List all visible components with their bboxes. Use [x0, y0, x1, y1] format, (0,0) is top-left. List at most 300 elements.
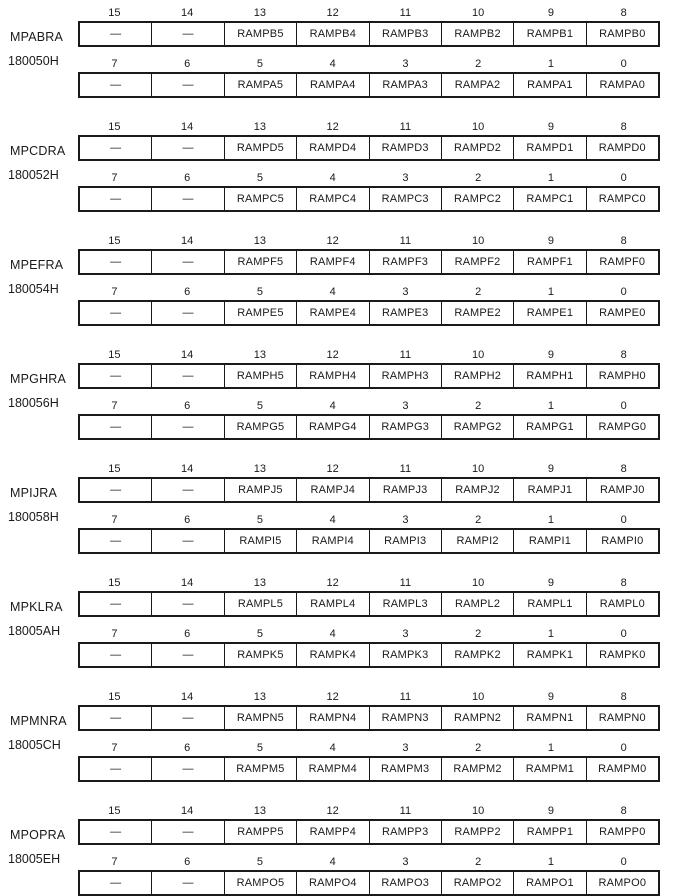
bit-field-cell: RAMPN1: [513, 707, 585, 729]
bit-number: 11: [399, 691, 412, 703]
bit-field-row-high: [78, 705, 660, 731]
bit-field-cell: RAMPM4: [296, 758, 368, 780]
bit-number: 6: [184, 58, 191, 70]
bit-number: 10: [472, 463, 485, 475]
bit-number: 6: [184, 286, 191, 298]
bit-field-cell: —: [151, 74, 223, 96]
bit-field-cell: RAMPC2: [441, 188, 513, 210]
bit-number: 3: [402, 856, 409, 868]
bit-number-row-low: [78, 170, 660, 184]
bit-number-row-high: [78, 5, 660, 19]
bit-number: 11: [399, 577, 412, 589]
bit-field-cell: RAMPI2: [441, 530, 513, 552]
bit-number: 5: [256, 58, 263, 70]
bit-number: 8: [620, 463, 627, 475]
bit-field-row-low: [78, 528, 660, 554]
bit-number: 14: [181, 463, 194, 475]
bit-number: 13: [253, 805, 266, 817]
bit-number-row-high: [78, 575, 660, 589]
bit-field-cell: —: [110, 142, 122, 154]
bit-field-cell: —: [110, 421, 122, 433]
bit-field-row-high: [78, 477, 660, 503]
bit-number: 9: [547, 349, 554, 361]
bit-number: 1: [547, 514, 554, 526]
bit-number: 10: [472, 577, 485, 589]
bit-number: 0: [620, 400, 627, 412]
bit-number: 5: [256, 400, 263, 412]
bit-number: 7: [111, 286, 118, 298]
bit-field-row-high: [78, 135, 660, 161]
bit-number: 13: [253, 349, 266, 361]
bit-number: 8: [620, 349, 627, 361]
bit-number: 7: [111, 514, 118, 526]
bit-field-cell: —: [110, 79, 122, 91]
bit-number: 2: [475, 742, 482, 754]
register-bit-table: [78, 803, 660, 896]
bit-number: 1: [547, 856, 554, 868]
bit-field-cell: RAMPL5: [224, 593, 296, 615]
bit-number: 9: [547, 7, 554, 19]
bit-field-row-low: [78, 414, 660, 440]
bit-field-cell: RAMPF5: [224, 251, 296, 273]
bit-number: 4: [329, 742, 336, 754]
register-bit-table: [78, 5, 660, 98]
register-block: [8, 461, 660, 554]
bit-field-cell: RAMPM2: [441, 758, 513, 780]
bit-number: 13: [253, 691, 266, 703]
register-map: [8, 5, 660, 896]
bit-field-cell: RAMPJ2: [441, 479, 513, 501]
bit-number: 0: [620, 742, 627, 754]
bit-field-cell: RAMPH0: [586, 365, 658, 387]
register-name: MPKLRA: [10, 600, 63, 614]
bit-field-cell: RAMPB1: [513, 23, 585, 45]
bit-field-cell: RAMPN2: [441, 707, 513, 729]
bit-number: 13: [253, 121, 266, 133]
bit-number: 11: [399, 349, 412, 361]
bit-number: 10: [472, 7, 485, 19]
bit-number: 15: [108, 349, 121, 361]
bit-number: 8: [620, 235, 627, 247]
bit-field-cell: —: [151, 821, 223, 843]
bit-field-cell: RAMPP3: [369, 821, 441, 843]
bit-field-row-low: [78, 756, 660, 782]
bit-field-cell: —: [151, 23, 223, 45]
bit-number: 0: [620, 58, 627, 70]
bit-number: 3: [402, 742, 409, 754]
bit-field-cell: RAMPH1: [513, 365, 585, 387]
bit-number-row-low: [78, 854, 660, 868]
bit-number: 14: [181, 805, 194, 817]
bit-field-cell: RAMPJ4: [296, 479, 368, 501]
bit-number: 6: [184, 742, 191, 754]
bit-field-cell: RAMPD5: [224, 137, 296, 159]
bit-field-cell: RAMPC3: [369, 188, 441, 210]
bit-field-cell: RAMPK4: [296, 644, 368, 666]
bit-field-cell: RAMPM0: [586, 758, 658, 780]
bit-number: 3: [402, 514, 409, 526]
register-bit-table: [78, 347, 660, 440]
bit-number: 8: [620, 121, 627, 133]
bit-field-cell: RAMPD1: [513, 137, 585, 159]
bit-number: 9: [547, 463, 554, 475]
bit-field-cell: RAMPA1: [513, 74, 585, 96]
bit-number: 7: [111, 400, 118, 412]
bit-field-cell: RAMPA4: [296, 74, 368, 96]
register-name: MPGHRA: [10, 372, 67, 386]
bit-number: 0: [620, 856, 627, 868]
bit-number: 4: [329, 628, 336, 640]
bit-number: 4: [329, 400, 336, 412]
register-labels: [8, 689, 78, 782]
bit-number: 1: [547, 742, 554, 754]
bit-number: 9: [547, 577, 554, 589]
bit-field-cell: RAMPE1: [513, 302, 585, 324]
bit-field-cell: —: [151, 758, 223, 780]
bit-number: 3: [402, 400, 409, 412]
bit-field-cell: RAMPP1: [513, 821, 585, 843]
bit-number-row-high: [78, 119, 660, 133]
bit-number: 12: [326, 349, 339, 361]
bit-number: 2: [475, 856, 482, 868]
register-name: MPCDRA: [10, 144, 66, 158]
register-address: 18005CH: [8, 738, 61, 752]
bit-number: 8: [620, 7, 627, 19]
bit-field-cell: RAMPB3: [369, 23, 441, 45]
bit-field-cell: RAMPP4: [296, 821, 368, 843]
bit-field-cell: RAMPE3: [369, 302, 441, 324]
bit-field-cell: RAMPO3: [369, 872, 441, 894]
bit-field-cell: RAMPL4: [296, 593, 368, 615]
bit-field-cell: RAMPA3: [369, 74, 441, 96]
bit-field-cell: RAMPD3: [369, 137, 441, 159]
bit-field-cell: RAMPO1: [513, 872, 585, 894]
bit-field-cell: RAMPE4: [296, 302, 368, 324]
bit-field-cell: RAMPH5: [224, 365, 296, 387]
bit-number: 2: [475, 400, 482, 412]
bit-number: 10: [472, 349, 485, 361]
register-block: [8, 803, 660, 896]
bit-field-cell: RAMPC1: [513, 188, 585, 210]
bit-field-cell: RAMPM1: [513, 758, 585, 780]
bit-field-cell: RAMPD4: [296, 137, 368, 159]
bit-number: 1: [547, 172, 554, 184]
bit-field-cell: —: [151, 707, 223, 729]
bit-field-cell: —: [110, 28, 122, 40]
bit-number: 12: [326, 805, 339, 817]
bit-field-cell: RAMPA5: [224, 74, 296, 96]
bit-number: 15: [108, 577, 121, 589]
bit-number: 15: [108, 7, 121, 19]
register-block: [8, 575, 660, 668]
bit-number: 9: [547, 121, 554, 133]
bit-field-cell: RAMPF2: [441, 251, 513, 273]
bit-number: 7: [111, 58, 118, 70]
register-labels: [8, 803, 78, 896]
bit-field-cell: —: [110, 877, 122, 889]
register-bit-table: [78, 575, 660, 668]
bit-number: 11: [399, 235, 412, 247]
bit-number: 3: [402, 286, 409, 298]
bit-number: 9: [547, 805, 554, 817]
bit-field-row-low: [78, 642, 660, 668]
bit-field-cell: —: [151, 593, 223, 615]
register-labels: [8, 347, 78, 440]
bit-number: 11: [399, 7, 412, 19]
bit-field-cell: —: [110, 649, 122, 661]
bit-field-cell: RAMPE2: [441, 302, 513, 324]
bit-number: 1: [547, 286, 554, 298]
bit-field-cell: RAMPD2: [441, 137, 513, 159]
bit-field-cell: RAMPI4: [296, 530, 368, 552]
register-labels: [8, 575, 78, 668]
bit-number: 15: [108, 235, 121, 247]
register-bit-table: [78, 689, 660, 782]
bit-number: 4: [329, 286, 336, 298]
bit-field-cell: RAMPO5: [224, 872, 296, 894]
register-block: [8, 5, 660, 98]
bit-field-cell: RAMPL0: [586, 593, 658, 615]
bit-field-row-low: [78, 870, 660, 896]
bit-field-cell: RAMPG0: [586, 416, 658, 438]
bit-field-cell: —: [151, 365, 223, 387]
bit-number: 5: [256, 286, 263, 298]
bit-field-row-high: [78, 21, 660, 47]
bit-number-row-high: [78, 803, 660, 817]
bit-number: 14: [181, 121, 194, 133]
bit-number-row-high: [78, 233, 660, 247]
bit-field-row-high: [78, 819, 660, 845]
bit-number: 4: [329, 172, 336, 184]
bit-number-row-high: [78, 347, 660, 361]
bit-field-cell: RAMPP5: [224, 821, 296, 843]
register-address: 180058H: [8, 510, 59, 524]
bit-field-cell: RAMPL1: [513, 593, 585, 615]
bit-number: 0: [620, 514, 627, 526]
bit-field-cell: —: [110, 535, 122, 547]
bit-field-cell: RAMPK0: [586, 644, 658, 666]
bit-number: 6: [184, 856, 191, 868]
bit-field-cell: —: [151, 872, 223, 894]
bit-field-cell: —: [151, 416, 223, 438]
bit-number: 14: [181, 7, 194, 19]
bit-number: 8: [620, 577, 627, 589]
bit-field-cell: RAMPL2: [441, 593, 513, 615]
bit-field-cell: RAMPN0: [586, 707, 658, 729]
bit-field-cell: RAMPF1: [513, 251, 585, 273]
bit-number-row-low: [78, 284, 660, 298]
bit-number: 12: [326, 121, 339, 133]
bit-number: 5: [256, 514, 263, 526]
bit-field-cell: RAMPJ5: [224, 479, 296, 501]
bit-field-row-low: [78, 186, 660, 212]
register-address: 180054H: [8, 282, 59, 296]
register-address: 180052H: [8, 168, 59, 182]
bit-number: 0: [620, 628, 627, 640]
bit-field-cell: —: [110, 598, 122, 610]
bit-number: 12: [326, 691, 339, 703]
bit-field-cell: —: [151, 479, 223, 501]
bit-field-cell: RAMPO4: [296, 872, 368, 894]
bit-number: 1: [547, 628, 554, 640]
bit-number: 11: [399, 121, 412, 133]
bit-field-cell: —: [110, 763, 122, 775]
bit-field-cell: —: [110, 712, 122, 724]
bit-field-cell: RAMPI5: [224, 530, 296, 552]
bit-number-row-low: [78, 740, 660, 754]
bit-number-row-high: [78, 689, 660, 703]
bit-number: 11: [399, 805, 412, 817]
bit-field-cell: RAMPC5: [224, 188, 296, 210]
bit-number: 6: [184, 514, 191, 526]
bit-field-row-low: [78, 300, 660, 326]
bit-number: 15: [108, 691, 121, 703]
register-labels: [8, 119, 78, 212]
bit-number: 10: [472, 235, 485, 247]
bit-number: 14: [181, 349, 194, 361]
bit-number: 5: [256, 628, 263, 640]
bit-field-cell: RAMPI1: [513, 530, 585, 552]
bit-field-cell: RAMPK5: [224, 644, 296, 666]
bit-number: 4: [329, 514, 336, 526]
bit-number: 6: [184, 400, 191, 412]
bit-number: 13: [253, 235, 266, 247]
bit-field-row-high: [78, 249, 660, 275]
register-name: MPEFRA: [10, 258, 64, 272]
bit-field-cell: RAMPN3: [369, 707, 441, 729]
register-address: 180050H: [8, 54, 59, 68]
bit-field-row-high: [78, 363, 660, 389]
bit-field-cell: RAMPC0: [586, 188, 658, 210]
register-labels: [8, 233, 78, 326]
register-name: MPOPRA: [10, 828, 66, 842]
bit-number: 15: [108, 805, 121, 817]
bit-field-cell: RAMPH4: [296, 365, 368, 387]
register-address: 18005AH: [8, 624, 61, 638]
bit-field-cell: —: [110, 484, 122, 496]
bit-field-cell: RAMPH3: [369, 365, 441, 387]
bit-number-row-low: [78, 398, 660, 412]
bit-field-cell: —: [151, 302, 223, 324]
register-name: MPABRA: [10, 30, 64, 44]
bit-number: 12: [326, 463, 339, 475]
bit-number: 9: [547, 235, 554, 247]
bit-field-cell: —: [151, 137, 223, 159]
bit-number: 4: [329, 856, 336, 868]
bit-field-cell: —: [151, 251, 223, 273]
bit-number: 10: [472, 121, 485, 133]
bit-field-cell: RAMPG3: [369, 416, 441, 438]
bit-field-cell: RAMPN4: [296, 707, 368, 729]
register-labels: [8, 461, 78, 554]
bit-number: 2: [475, 514, 482, 526]
bit-number: 6: [184, 628, 191, 640]
bit-number: 5: [256, 172, 263, 184]
bit-field-cell: —: [110, 256, 122, 268]
bit-number: 2: [475, 172, 482, 184]
bit-field-cell: —: [110, 307, 122, 319]
bit-field-cell: RAMPE5: [224, 302, 296, 324]
bit-number: 4: [329, 58, 336, 70]
bit-field-cell: RAMPI3: [369, 530, 441, 552]
bit-field-cell: RAMPF0: [586, 251, 658, 273]
bit-number: 13: [253, 463, 266, 475]
bit-field-cell: RAMPM5: [224, 758, 296, 780]
bit-number: 2: [475, 58, 482, 70]
bit-field-cell: RAMPF3: [369, 251, 441, 273]
bit-number: 0: [620, 286, 627, 298]
bit-number: 6: [184, 172, 191, 184]
bit-number: 2: [475, 628, 482, 640]
bit-number: 12: [326, 235, 339, 247]
bit-number-row-low: [78, 512, 660, 526]
bit-field-cell: RAMPP2: [441, 821, 513, 843]
bit-field-cell: —: [110, 826, 122, 838]
bit-number: 14: [181, 691, 194, 703]
bit-field-cell: RAMPJ3: [369, 479, 441, 501]
bit-number: 3: [402, 172, 409, 184]
bit-field-cell: RAMPB5: [224, 23, 296, 45]
bit-number: 8: [620, 805, 627, 817]
bit-number: 12: [326, 7, 339, 19]
bit-field-cell: RAMPK1: [513, 644, 585, 666]
bit-field-cell: —: [151, 530, 223, 552]
bit-number: 13: [253, 577, 266, 589]
bit-field-cell: RAMPH2: [441, 365, 513, 387]
register-block: [8, 347, 660, 440]
bit-field-cell: RAMPB4: [296, 23, 368, 45]
bit-number-row-low: [78, 56, 660, 70]
bit-field-cell: RAMPP0: [586, 821, 658, 843]
register-bit-table: [78, 119, 660, 212]
bit-field-cell: —: [151, 644, 223, 666]
bit-number: 7: [111, 742, 118, 754]
bit-field-cell: RAMPJ1: [513, 479, 585, 501]
bit-field-cell: RAMPG1: [513, 416, 585, 438]
bit-field-cell: RAMPI0: [586, 530, 658, 552]
bit-number-row-high: [78, 461, 660, 475]
bit-field-cell: —: [110, 370, 122, 382]
bit-field-cell: —: [110, 193, 122, 205]
register-bit-table: [78, 461, 660, 554]
bit-number: 12: [326, 577, 339, 589]
bit-field-cell: RAMPO2: [441, 872, 513, 894]
register-block: [8, 119, 660, 212]
bit-field-cell: RAMPB0: [586, 23, 658, 45]
bit-number: 1: [547, 58, 554, 70]
bit-field-cell: RAMPD0: [586, 137, 658, 159]
bit-number: 0: [620, 172, 627, 184]
bit-number: 3: [402, 58, 409, 70]
bit-field-row-high: [78, 591, 660, 617]
register-block: [8, 689, 660, 782]
bit-field-cell: RAMPB2: [441, 23, 513, 45]
bit-field-cell: RAMPG2: [441, 416, 513, 438]
bit-field-cell: RAMPK3: [369, 644, 441, 666]
bit-field-cell: RAMPM3: [369, 758, 441, 780]
bit-field-cell: —: [151, 188, 223, 210]
bit-field-cell: RAMPG4: [296, 416, 368, 438]
bit-field-cell: RAMPJ0: [586, 479, 658, 501]
bit-field-cell: RAMPC4: [296, 188, 368, 210]
bit-field-cell: RAMPO0: [586, 872, 658, 894]
bit-number: 5: [256, 742, 263, 754]
bit-number: 10: [472, 805, 485, 817]
bit-number: 5: [256, 856, 263, 868]
register-block: [8, 233, 660, 326]
register-bit-table: [78, 233, 660, 326]
bit-number: 9: [547, 691, 554, 703]
